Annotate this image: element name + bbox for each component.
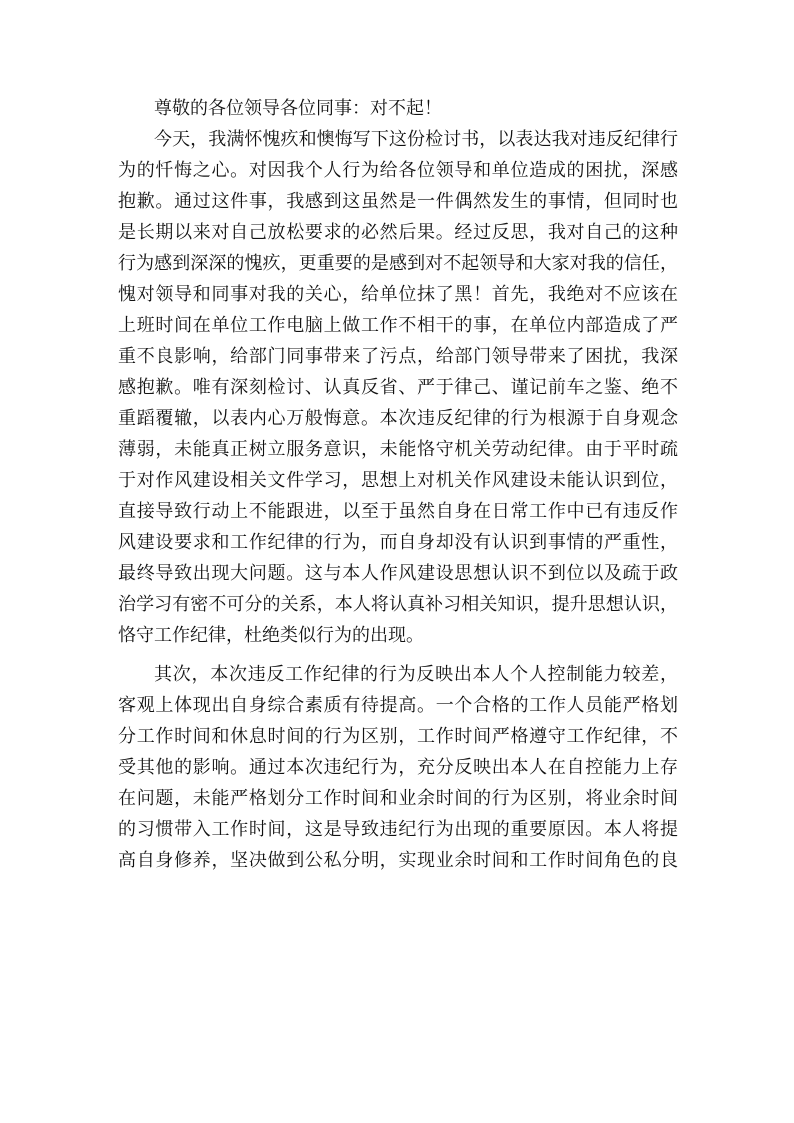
paragraph-2-line: 高自身修养，坚决做到公私分明，实现业余时间和工作时间角色的良	[118, 850, 678, 871]
paragraph-2-line: 在问题，未能严格划分工作时间和业余时间的行为区别，将业余时间	[118, 788, 678, 809]
paragraph-2-line: 的习惯带入工作时间，这是导致违纪行为出现的重要原因。本人将提	[118, 819, 678, 840]
paragraph-1-line: 感抱歉。唯有深刻检讨、认真反省、严于律己、谨记前车之鉴、绝不	[118, 377, 678, 398]
paragraph-1-line: 上班时间在单位工作电脑上做工作不相干的事，在单位内部造成了严	[118, 315, 678, 336]
paragraph-1-line: 今天，我满怀愧疚和懊悔写下这份检讨书，以表达我对违反纪律行	[154, 129, 678, 150]
greeting-line: 尊敬的各位领导各位同事：对不起！	[154, 98, 442, 119]
paragraph-1-line: 薄弱，未能真正树立服务意识，未能恪守机关劳动纪律。由于平时疏	[118, 439, 678, 460]
paragraph-1-line: 于对作风建设相关文件学习，思想上对机关作风建设未能认识到位，	[118, 470, 678, 491]
paragraph-1-line: 为的忏悔之心。对因我个人行为给各位领导和单位造成的困扰，深感	[118, 160, 678, 181]
paragraph-1-line: 治学习有密不可分的关系，本人将认真补习相关知识，提升思想认识，	[118, 594, 678, 615]
paragraph-1-line: 愧对领导和同事对我的关心，给单位抹了黑！首先，我绝对不应该在	[118, 284, 678, 305]
paragraph-2	[118, 659, 678, 876]
paragraph-1	[118, 124, 678, 651]
paragraph-1-line: 恪守工作纪律，杜绝类似行为的出现。	[118, 625, 424, 646]
paragraph-2-line: 分工作时间和休息时间的行为区别，工作时间严格遵守工作纪律，不	[118, 726, 678, 747]
paragraph-1-line: 抱歉。通过这件事，我感到这虽然是一件偶然发生的事情，但同时也	[118, 191, 678, 212]
paragraph-2-line: 其次，本次违反工作纪律的行为反映出本人个人控制能力较差，	[154, 664, 678, 685]
paragraph-1-line: 风建设要求和工作纪律的行为，而自身却没有认识到事情的严重性，	[118, 532, 678, 553]
paragraph-1-line: 重蹈覆辙，以表内心万般悔意。本次违反纪律的行为根源于自身观念	[118, 408, 678, 429]
paragraph-1-line: 是长期以来对自己放松要求的必然后果。经过反思，我对自己的这种	[118, 222, 678, 243]
paragraph-gap	[118, 651, 678, 659]
paragraph-2-line: 客观上体现出自身综合素质有待提高。一个合格的工作人员能严格划	[118, 695, 678, 716]
paragraph-1-line: 直接导致行动上不能跟进，以至于虽然自身在日常工作中已有违反作	[118, 501, 678, 522]
paragraph-1-line: 行为感到深深的愧疚，更重要的是感到对不起领导和大家对我的信任，	[118, 253, 678, 274]
paragraph-1-line: 最终导致出现大问题。这与本人作风建设思想认识不到位以及疏于政	[118, 563, 678, 584]
letter-body	[118, 93, 678, 876]
paragraph-2-line: 受其他的影响。通过本次违纪行为，充分反映出本人在自控能力上存	[118, 757, 678, 778]
paragraph-1-line: 重不良影响，给部门同事带来了污点，给部门领导带来了困扰，我深	[118, 346, 678, 367]
